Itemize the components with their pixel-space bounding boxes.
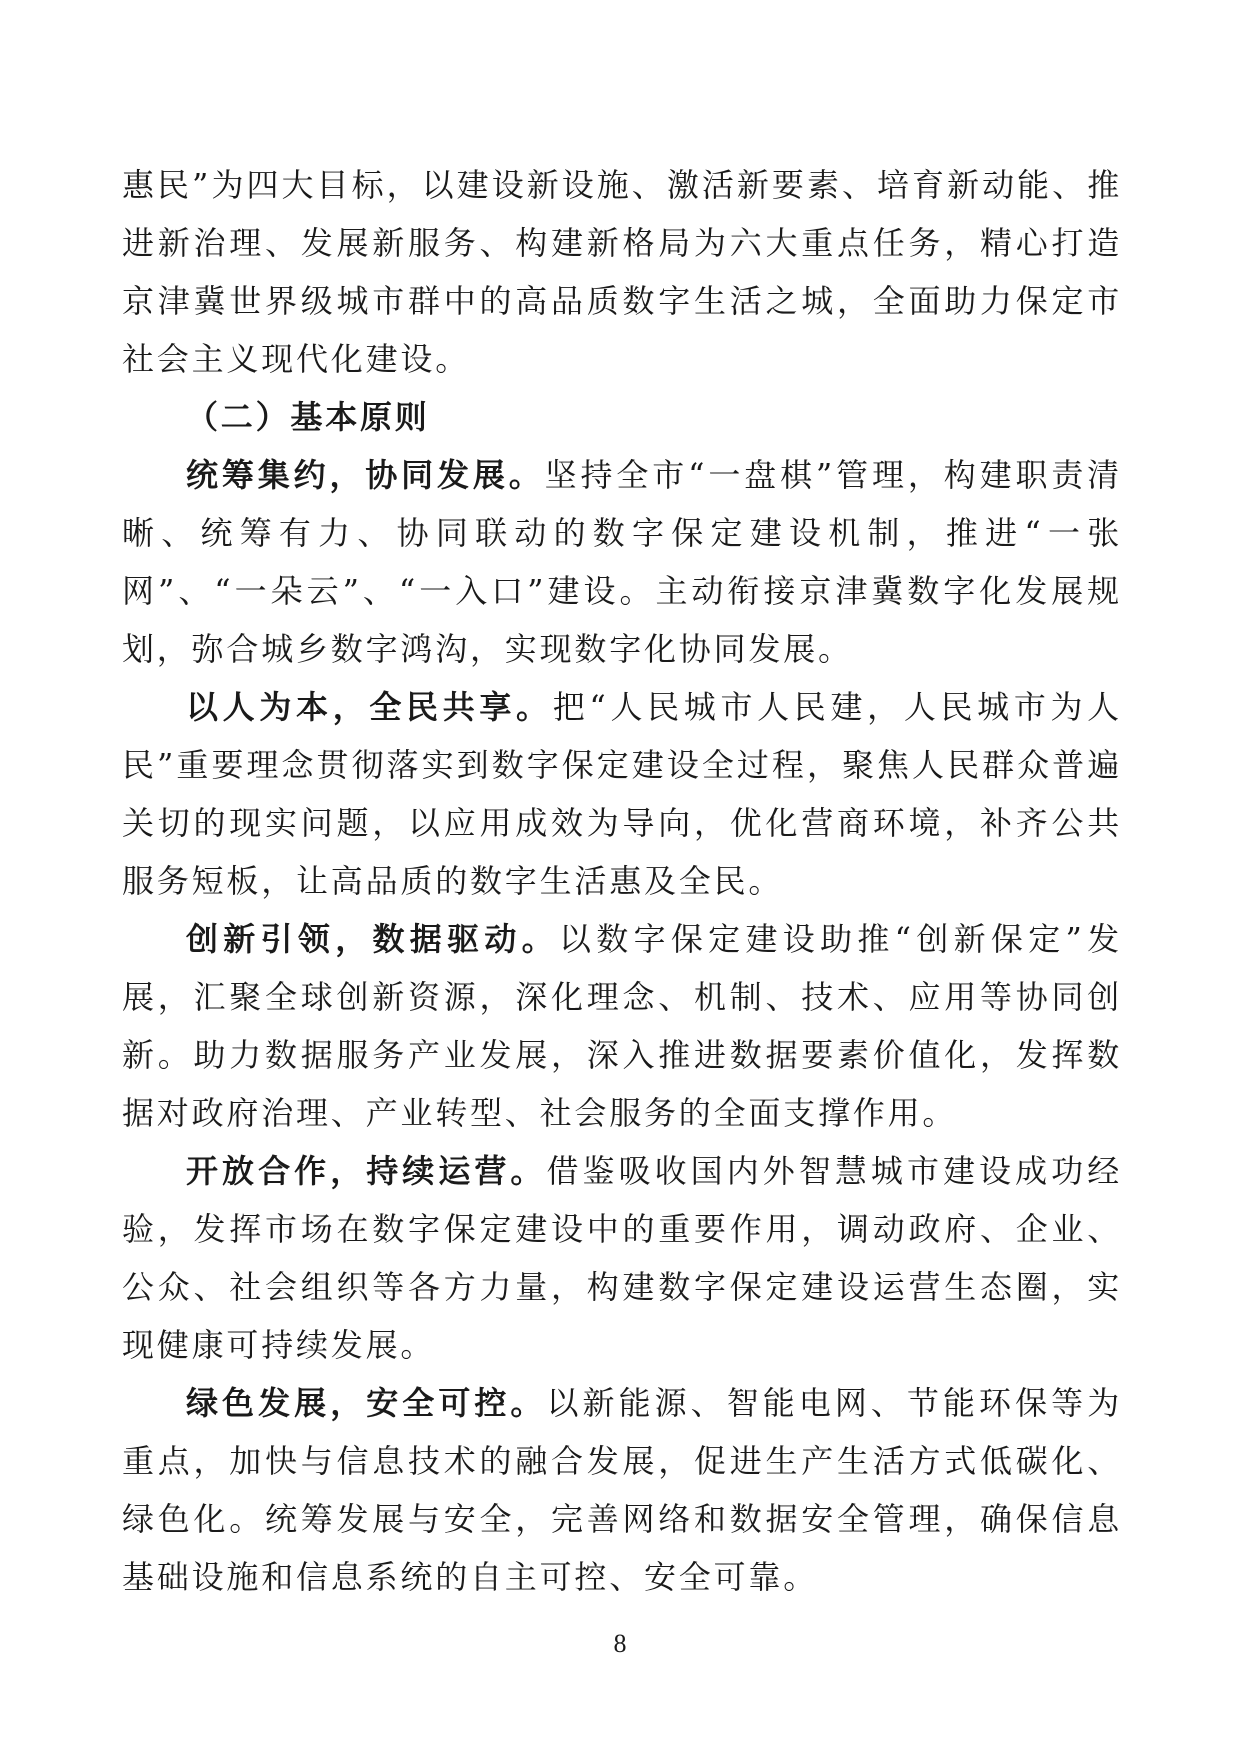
principle-body-2: 把“人民城市人民建，人民城市为人民”重要理念贯彻落实到数字保定建设全过程，聚焦人民群众普遍关切的现实问题，以应用成效为导向，优化营商环境，补齐公共服务短板，让高品质的数字生活惠及全民。 <box>122 688 1122 900</box>
intro-paragraph: 惠民”为四大目标，以建设新设施、激活新要素、培育新动能、推进新治理、发展新服务、构建新格局为六大重点任务，精心打造京津冀世界级城市群中的高品质数字生活之城，全面助力保定市社会主义现代化建设。 <box>122 166 1122 378</box>
principle-lead-1: 统筹集约，协同发展。 <box>186 456 545 494</box>
section-heading: （二）基本原则 <box>186 398 430 436</box>
document-body <box>122 156 1122 1606</box>
principle-body-3: 以数字保定建设助推“创新保定”发展，汇聚全球创新资源，深化理念、机制、技术、应用等协同创新。助力数据服务产业发展，深入推进数据要素价值化，发挥数据对政府治理、产业转型、社会服务的全面支撑作用。 <box>122 920 1122 1132</box>
principle-paragraph-2 <box>122 678 1122 910</box>
principle-lead-3: 创新引领，数据驱动。 <box>186 920 559 958</box>
principle-lead-5: 绿色发展，安全可控。 <box>186 1384 547 1422</box>
principle-paragraph-5 <box>122 1374 1122 1606</box>
principle-body-4: 借鉴吸收国内外智慧城市建设成功经验，发挥市场在数字保定建设中的重要作用，调动政府、企业、公众、社会组织等各方力量，构建数字保定建设运营生态圈，实现健康可持续发展。 <box>122 1152 1122 1364</box>
page-number: 8 <box>613 1629 627 1658</box>
principle-paragraph-4 <box>122 1142 1122 1374</box>
principle-body-5: 以新能源、智能电网、节能环保等为重点，加快与信息技术的融合发展，促进生产生活方式低碳化、绿色化。统筹发展与安全，完善网络和数据安全管理，确保信息基础设施和信息系统的自主可控、安全可靠。 <box>122 1384 1122 1596</box>
principle-paragraph-1 <box>122 446 1122 678</box>
principle-lead-4: 开放合作，持续运营。 <box>186 1152 547 1190</box>
principle-lead-2: 以人为本，全民共享。 <box>186 688 553 726</box>
principle-paragraph-3 <box>122 910 1122 1142</box>
principle-body-1: 坚持全市“一盘棋”管理，构建职责清晰、统筹有力、协同联动的数字保定建设机制，推进“一张网”、“一朵云”、“一入口”建设。主动衔接京津冀数字化发展规划，弥合城乡数字鸿沟，实现数字化协同发展。 <box>122 456 1122 668</box>
